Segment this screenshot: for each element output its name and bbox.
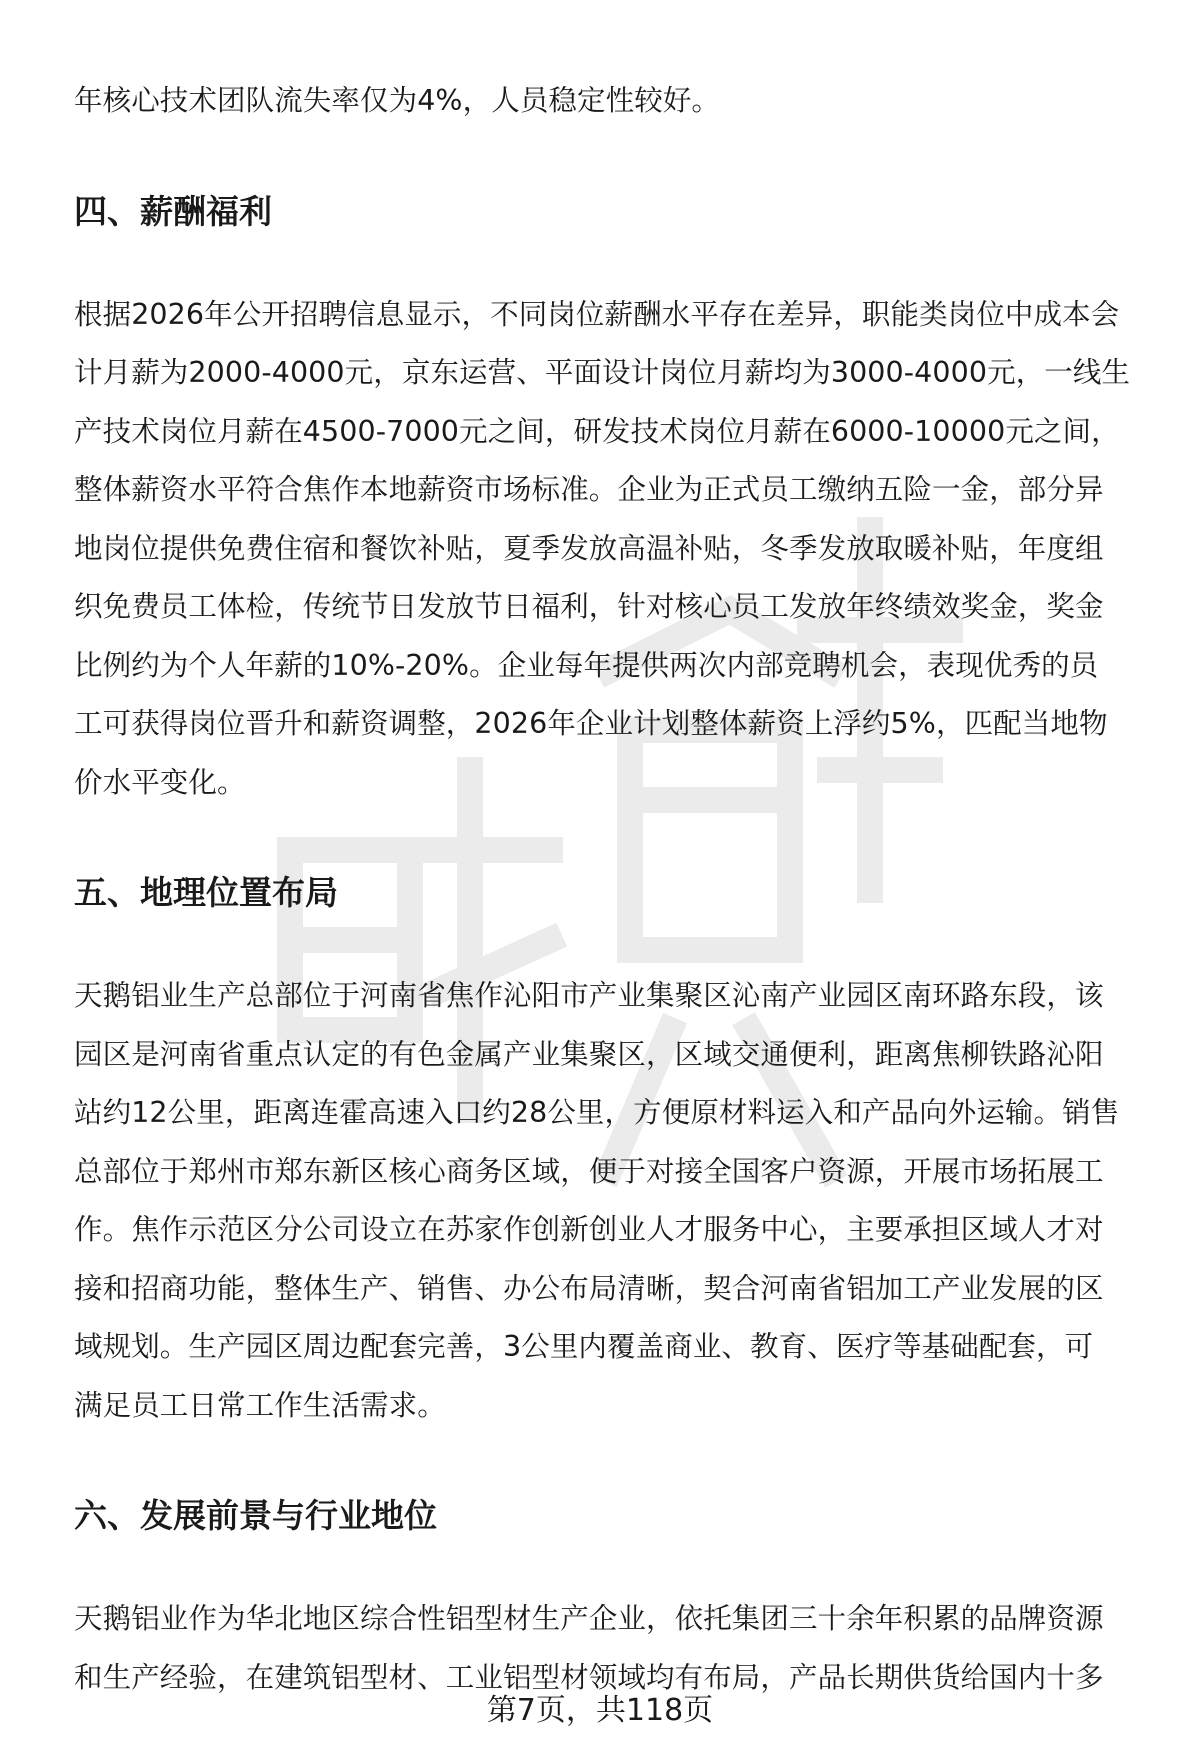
page-number-footer: 第7页，共118页: [486, 1693, 714, 1728]
document-body: [74, 72, 1140, 1707]
section-heading-location: 五、地理位置布局: [74, 873, 338, 912]
section-body-location: 天鹅铝业生产总部位于河南省焦作沁阳市产业集聚区沁南产业园区南环路东段，该 园区是河南省重点认定的有色金属产业集聚区，区域交通便利，距离焦柳铁路沁阳 站约12公里，距离连霍高速入口约28公里，方便原材料运入和产品向外运输。销售 总部位于郑州市郑东新区核心商务区域，便于对接全国客户资源，开展市场拓展工 作。焦作示范区分公司设立在苏家作创新创业人才服务中心，主要承担区域人才对 接和招商功能，整体生产、销售、办公布局清晰，契合河南省铝加工产业发展的区 域规划。生产园区周边配套完善，3公里内覆盖商业、教育、医疗等基础配套，可 满足员工日常工作生活需求。: [74, 979, 1120, 1422]
section-heading-prospects: 六、发展前景与行业地位: [74, 1496, 437, 1535]
section-heading-compensation: 四、薪酬福利: [74, 191, 272, 231]
section-body-compensation: 根据2026年公开招聘信息显示，不同岗位薪酬水平存在差异，职能类岗位中成本会 计月薪为2000-4000元，京东运营、平面设计岗位月薪均为3000-4000元，一线生 产技术岗位月薪在4500-7000元之间，研发技术岗位月薪在6000-10000元之间， 整体薪资水平符合焦作本地薪资市场标准。企业为正式员工缴纳五险一金，部分异 地岗位提供免费住宿和餐饮补贴，夏季发放高温补贴，冬季发放取暖补贴，年度组 织免费员工体检，传统节日发放节日福利，针对核心员工发放年终绩效奖金，奖金 比例约为个人年薪的10%-20%。企业每年提供两次内部竞聘机会，表现优秀的员 工可获得岗位晋升和薪资调整，2026年企业计划整体薪资上浮约5%，匹配当地物 价水平变化。: [74, 297, 1131, 799]
intro-paragraph-tail: 年核心技术团队流失率仅为4%，人员稳定性较好。: [74, 84, 721, 117]
section-body-prospects: 天鹅铝业作为华北地区综合性铝型材生产企业，依托集团三十余年积累的品牌资源 和生产经验，在建筑铝型材、工业铝型材领域均有布局，产品长期供货给国内十多: [74, 1602, 1104, 1694]
